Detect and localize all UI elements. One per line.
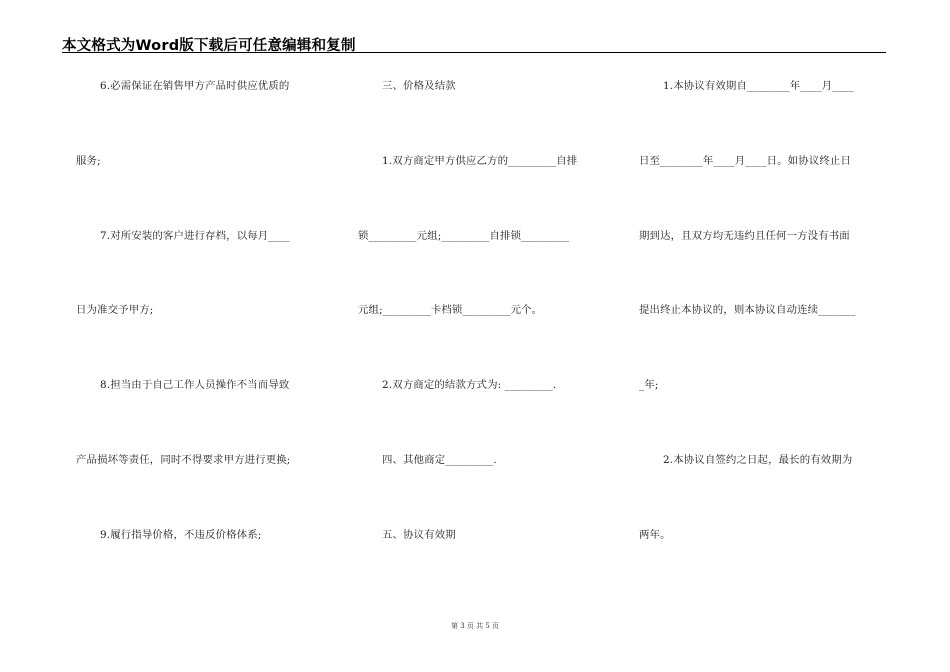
- paragraph-line: 提出终止本协议的，则本协议自动连续_______: [639, 304, 856, 316]
- header-divider: [62, 52, 886, 53]
- paragraph-line: 日为准交予甲方;: [76, 304, 154, 316]
- paragraph-line: 2.本协议自签约之日起，最长的有效期为: [663, 454, 853, 466]
- paragraph-line: 服务;: [76, 155, 101, 167]
- document-header-title: 本文格式为Word版下载后可任意编辑和复制: [62, 38, 356, 54]
- paragraph-line: 8.担当由于自己工作人员操作不当而导致: [100, 379, 290, 391]
- paragraph-line: 两年。: [639, 529, 671, 541]
- paragraph-line: 日至________年____月____日。如协议终止日: [639, 155, 852, 167]
- paragraph-line: 元组;_________卡档锁_________元个。: [358, 304, 543, 316]
- section-heading: 三、价格及结款: [382, 80, 456, 92]
- section-heading: 五、协议有效期: [382, 529, 456, 541]
- paragraph-line: 7.对所安装的客户进行存档，以每月____: [100, 230, 290, 242]
- paragraph-line: _年;: [639, 379, 659, 391]
- page-number-footer: 第 3 页 共 5 页: [450, 622, 500, 630]
- paragraph-line: 产品损坏等责任，同时不得要求甲方进行更换;: [76, 454, 291, 466]
- paragraph-line: 锁_________元组;_________自排锁_________: [358, 230, 570, 242]
- paragraph-line: 1.双方商定甲方供应乙方的_________自排: [382, 155, 578, 167]
- paragraph-line: 1.本协议有效期自________年____月____: [663, 80, 854, 92]
- paragraph-line: 期到达，且双方均无违约且任何一方没有书面: [639, 230, 850, 242]
- paragraph-line: 9.履行指导价格，不违反价格体系;: [100, 529, 262, 541]
- paragraph-line: 6.必需保证在销售甲方产品时供应优质的: [100, 80, 290, 92]
- paragraph-line: 2.双方商定的结款方式为: _________.: [382, 379, 557, 391]
- section-heading: 四、其他商定_________.: [382, 454, 497, 466]
